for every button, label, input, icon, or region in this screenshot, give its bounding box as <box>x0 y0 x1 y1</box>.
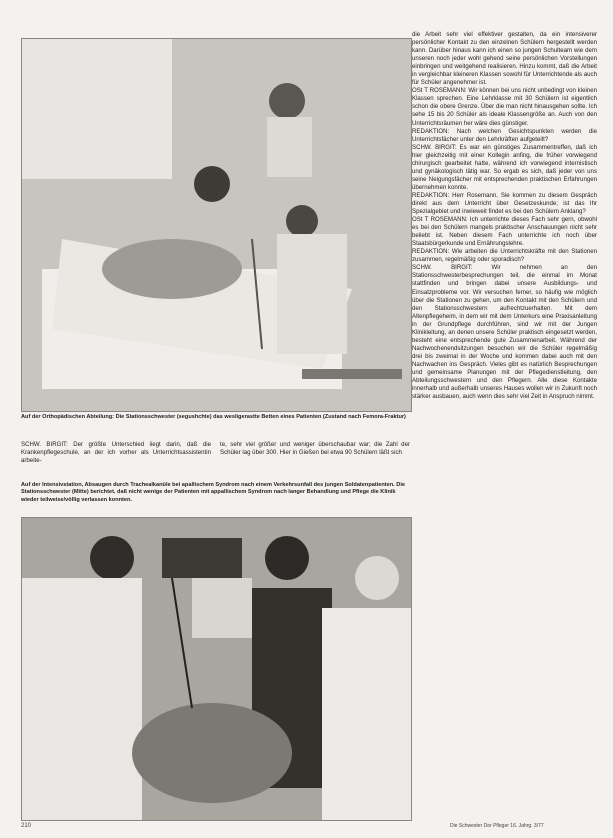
photo2-caption: Auf der Intensivstation, Absaugen durch Trachealkanüle bei apallischem Syndrom nach einem Verkehrsunfall des jungen Soldatenpatienten. Die Stationsschwester (Mitte) berichtet, daß nicht wenige der Patienten mit appallischem Syndrom nach langer Behandlung und Pflege die Klinik wieder teilweise/völlig verlassen konnten. <box>21 482 405 503</box>
photo-orthopedic-illustration <box>22 39 411 411</box>
photo-intensive-care <box>21 517 412 821</box>
page-number: 210 <box>21 823 32 829</box>
right-column: die Arbeit sehr viel effektiver gestalten, da ein intensiverer persönlicher Kontakt zu den einzelnen Schülern hergestellt werden kann. Darüber hinaus kann ich einen so jungen Schulteam wie dem unseren noch jeder wohl gehend seine persönlichen Vorstellungen einbringen und weitgehend realisieren. Hinzu kommt, daß die Arbeit in vergleichbar kleineren Klassen sowohl für Unterrichtende als auch für Schüler angenehmer ist. OSt T ROSEMANN: Wir können bei uns nicht unbedingt von kleinen Klassen sprechen. Eine Lehrklasse mit 30 Schülern ist eigentlich schon die obere Grenze. Über die man nicht hinausgehen sollte. Ich sehe 15 bis 20 Schüler als ideale Klassengröße an. Auch von den Unterrichtsräumen her wäre dies günstiger. REDAKTION: Nach welchen Gesichtspunkten werden die Unterrichtsfächer unter den Lehrkräften aufgeteilt? SCHW. BIRGIT: Es war ein günstiges Zusammentreffen, daß ich hier gleichzeitig mit einer Kollegin anfing, die früher vorwiegend chirurgisch gearbeitet hatte, während ich vorwiegend internistisch und gynäkologisch tätig war. So ergab es sich, daß jeder von uns seine Neigungsfächer mit entsprechenden praktischen Erfahrungen übernehmen konnte. REDAKTION: Herr Rosemann, Sie kommen zu diesem Gespräch direkt aus dem Unterricht über Gesetzeskunde; ist das Ihr Spezialgebiet und inwieweit findet es bei den Schülern Anklang? OSt T ROSEMANN: Ich unterrichte dieses Fach sehr gern, obwohl es bei den Schülern mangels praktischer Anschauungen nicht sehr beliebt ist. Neben diesem Fach unterrichte ich noch über Staatsbürgerkunde und Ernährungslehre. REDAKTION: Wie arbeiten die Unterrichtskräfte mit den Stationen zusammen, regelmäßig oder sporadisch? SCHW. BIRGIT: Wir nehmen an den Stationsschwesterbesprechungen teil, die einmal im Monat stattfinden und bringen dabei unsere Ausbildungs- und Einsatzprobleme vor. Wir versuchen ferner, so häufig wie möglich über die Stationen zu gehen, um den Kontakt mit den Schülern und den Stationsschwestern aufrechtzuerhalten. Mit dem Altenpflegeheim, in dem wir mit dem Unterkurs eine Praxisanleitung in der Grundpflege durchführen, sind wir mit der Jungen Klinikleitung, an denen unsere Schüler praktisch eingesetzt werden, besteht eine entsprechende gute Zusammenarbeit. Während der Nachwochenendsitzungen besuchen wir die Schüler regelmäßig drei bis zweimal in der Woche und kommen dabei auch mit den Nachwachen ins Gespräch. Vieles gibt es natürlich Besprechungen und gemeinsame Planungen mit der Pflegedienstleitung, den Abteilungsschwestern und den Pflegern. Alle diese Kontakte innerhalb und außerhalb unseres Hauses wollen wir in Zukunft noch stärker ausbauen, auch wenn dies sehr viel Zeit in Anspruch nimmt. <box>412 31 597 401</box>
left-column-1: SCHW. BIRGIT: Der größte Unterschied liegt darin, daß die Krankenpflegeschule, an der ich vorher als Unterrichtsassistentin arbeite- <box>21 441 211 465</box>
left-column-2: te, sehr viel größer und weniger überschaubar war; die Zahl der Schüler lag über 300. Hier in Gießen bei etwa 90 Schülern läßt sich <box>220 441 410 457</box>
photo-icu-illustration <box>22 518 411 820</box>
journal-footer: Die Schwester Der Pfleger 16. Jahrg. 3/77 <box>450 823 544 829</box>
photo1-caption: Auf der Orthopädischen Abteilung: Die Stationsschwester (segushchte) das wesligerastte Betten eines Patienten (Zustand nach Femora-Fraktur) <box>21 414 406 420</box>
photo-orthopedic-ward <box>21 38 412 412</box>
